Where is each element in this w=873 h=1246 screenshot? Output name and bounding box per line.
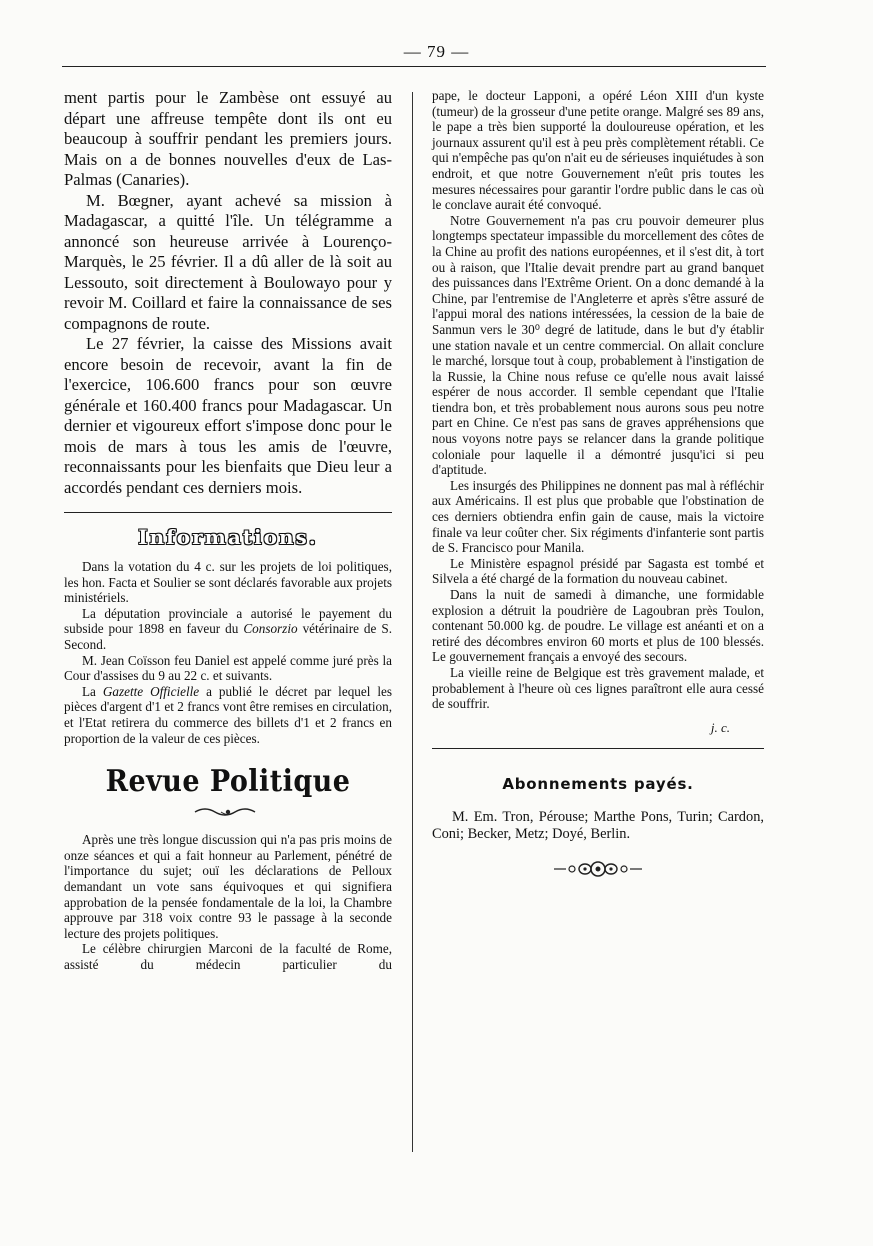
politics-paragraph: La vieille reine de Belgique est très gravement malade, et probablement à l'heure où ces lignes paraîtront elle aura cessé de souffrir.: [432, 664, 764, 712]
info-item: M. Jean Coïsson feu Daniel est appelé comme juré près la Cour d'assises du 9 au 22 c. et suivants.: [64, 652, 392, 684]
politics-paragraph: Le célèbre chirurgien Marconi de la faculté de Rome, assisté du médecin particulier du: [64, 941, 392, 972]
info-item: La députation provinciale a autorisé le payement du subside pour 1898 en faveur du Consorzio vétérinaire de S. Second.: [64, 605, 392, 652]
author-signature: j. c.: [710, 719, 730, 735]
column-divider: [412, 92, 413, 1152]
left-column: [64, 88, 392, 972]
ornament-divider: [64, 803, 392, 822]
section-divider: [64, 512, 392, 513]
politics-paragraph: Dans la nuit de samedi à dimanche, une formidable explosion a détruit la poudrière de Lagoubran près Toulon, contenant 50.000 kg. de poudre. Le village est anéanti et on a retiré des décombres environ 60 morts et plus de 100 blessés. Le gouvernement français a envoyé des secours.: [432, 587, 764, 665]
abonnements-heading: Abonnements payés.: [502, 774, 694, 793]
right-column: [432, 88, 764, 883]
politics-paragraph: pape, le docteur Lapponi, a opéré Léon XIII d'un kyste (tumeur) de la grosseur d'une petite orange. Malgré ses 89 ans, le pape a très bien supporté la douloureuse opération, et les journaux assurent qu'il est à peu près complètement rétabli. Ce qui n'empêche pas qu'on n'ait eu de sérieuses inquiétudes à son endroit, et que notre Gouvernement n'eût pris toutes les mesures nécessaires pour garantir l'ordre public dans le cas où le conclave aurait été convoqué.: [432, 88, 764, 213]
section-divider: [432, 748, 764, 749]
politics-paragraph: Le Ministère espagnol présidé par Sagasta est tombé et Silvela a été chargé de la formation du nouveau cabinet.: [432, 555, 764, 587]
info-item: Dans la votation du 4 c. sur les projets de loi politiques, les hon. Facta et Soulier se sont déclarés favorable aux projets ministériels.: [64, 559, 392, 606]
abonnements-list: M. Em. Tron, Pérouse; Marthe Pons, Turin; Cardon, Coni; Becker, Metz; Doyé, Berlin.: [432, 808, 764, 842]
mission-paragraph: ment partis pour le Zambèse ont essuyé au départ une affreuse tempête dont ils ont eu beaucoup à souffrir pendant les premiers jours. Mais on a de bonnes nouvelles d'eux de Las-Palmas (Canaries).: [64, 88, 392, 189]
politics-paragraph: Les insurgés des Philippines ne donnent pas mal à réfléchir aux Américains. Il est plus que probable que l'obstination de ces derniers obtiendra enfin gain de cause, mais la victoire finale va leur coûter cher. Six régiments d'infanterie sont partis de S. Francisco pour Manila.: [432, 477, 764, 556]
ornament-icon: [552, 859, 644, 879]
info-item: La Gazette Officielle a publié le décret par lequel les pièces d'argent d'1 et 2 francs vont être remises en circulation, et l'Etat retirera du commerce des billets d'1 et 2 francs en proportion de la valeur de ces pièces.: [64, 683, 392, 746]
informations-list: [64, 559, 392, 746]
revue-politique-heading: Revue Politique: [105, 764, 351, 800]
mission-paragraph: Le 27 février, la caisse des Missions avait encore besoin de recevoir, avant la fin de l'exercice, 106.600 francs pour son œuvre générale et 160.400 francs pour Madagascar. Un dernier et vigoureux effort s'impose donc pour le mois de mars à tous les amis de l'œuvre, reconnaissants pour les bienfaits que Dieu leur a accordés pendant ces derniers mois.: [64, 334, 392, 497]
politics-paragraph: Notre Gouvernement n'a pas cru pouvoir demeurer plus longtemps spectateur impassible du morcellement des côtes de la Chine au profit des nations européennes, et il s'est dit, à tort ou à raison, que l'Italie devait prendre part au grand banquet des puissances dans l'Extrême Orient. On a donc demandé à la Chine, par l'entremise de l'Angleterre et après s'être assuré de l'appui moral des nations intéressées, la cession de la baie de Sanmun vers le 30⁰ degré de latitude, dans le but d'y établir une station navale et un centre commercial. On allait conclure le marché, lorsque tout à coup, probablement à l'instigation de la Russie, la Chine nous refuse ce qu'elle nous avait laissé espérer de nous accorder. Il semble cependant que l'Italie tiendra bon, et très probablement nous aurons sous peu notre part en Chine. Ce n'est pas sans de graves appréhensions que nous voyons notre pays se relancer dans la grande politique coloniale pour laquelle il a démontré jusqu'ici si peu d'aptitude.: [432, 212, 764, 478]
page-number: — 79 —: [403, 42, 470, 61]
flourish-icon: [193, 806, 263, 818]
informations-heading: Informations.: [138, 525, 318, 549]
header-rule: [62, 66, 766, 67]
mission-paragraph: M. Bœgner, ayant achevé sa mission à Madagascar, a quitté l'île. Un télégramme a annoncé son heureuse arrivée à Lourenço-Marquès, le 25 février. Il a dû aller de là soit au Lessouto, soit directement à Boulowayo pour y revoir M. Coillard et faire la connaissance de ses compagnons de route.: [64, 190, 392, 333]
ornament-divider: [432, 859, 764, 883]
politics-paragraph: Après une très longue discussion qui n'a pas pris moins de onze séances et qui a fait honneur au Parlement, pénétré de l'importance du sujet; ouï les déclarations de Pelloux demandant un vote sans équivoques et qui signifiera approbation de la pensée fondamentale de la loi, la Chambre approuve par 318 voix contre 93 le passage à la seconde lecture des projets politiques.: [64, 832, 392, 941]
